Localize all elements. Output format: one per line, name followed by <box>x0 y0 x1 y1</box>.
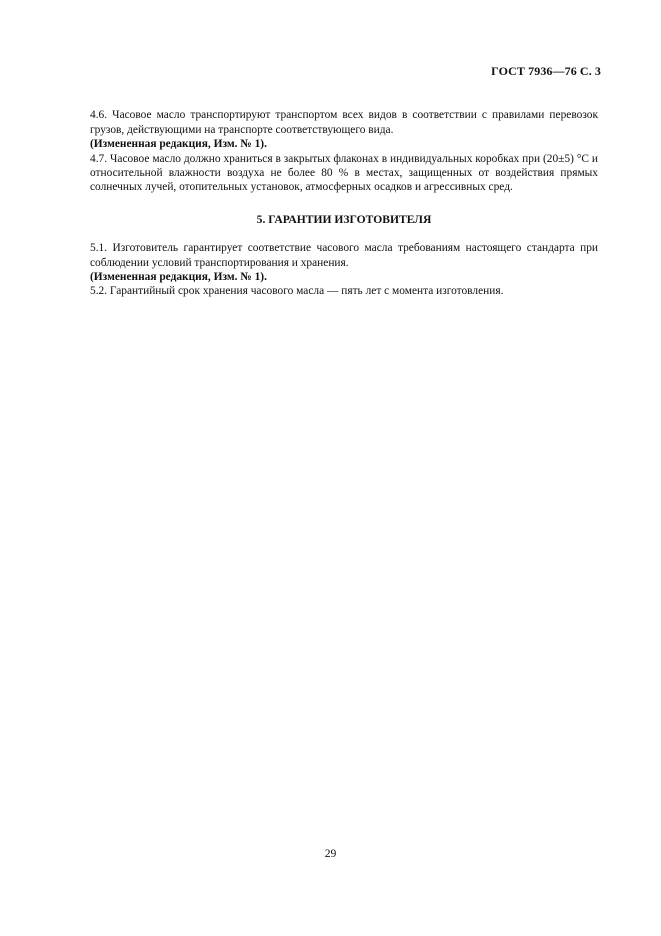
document-body <box>90 94 598 299</box>
paragraph-5-1: 5.1. Изготовитель гарантирует соответствие часового масла требованиям настоящего стандарта при соблюдении условий транспортирования и хранения. <box>90 242 598 269</box>
paragraph-4-7: 4.7. Часовое масло должно храниться в закрытых флаконах в индивидуальных коробках при (20±5) °С и относительной влажности воздуха не более 80 % в местах, защищенных от воздействия прямых солнечных лучей, отопительных установок, атмосферных осадков и агрессивных сред. <box>90 152 598 194</box>
page-number: 29 <box>324 847 337 860</box>
amendment-note-1: (Измененная редакция, Изм. № 1). <box>90 138 267 151</box>
paragraph-4-6-text: 4.6. Часовое масло транспортируют транспортом всех видов в соответствии с правилами перевозок грузов, действующими на транспорте соответствующего вида. <box>90 109 598 136</box>
document-code-header: ГОСТ 7936—76 С. 3 <box>491 64 601 78</box>
paragraph-5-2: 5.2. Гарантийный срок хранения часового масла — пять лет с момента изготовления. <box>90 285 504 298</box>
paragraph-4-6 <box>90 94 598 137</box>
amendment-note-2: (Измененная редакция, Изм. № 1). <box>90 271 267 284</box>
section-5-title: 5. ГАРАНТИИ ИЗГОТОВИТЕЛЯ <box>256 212 432 226</box>
